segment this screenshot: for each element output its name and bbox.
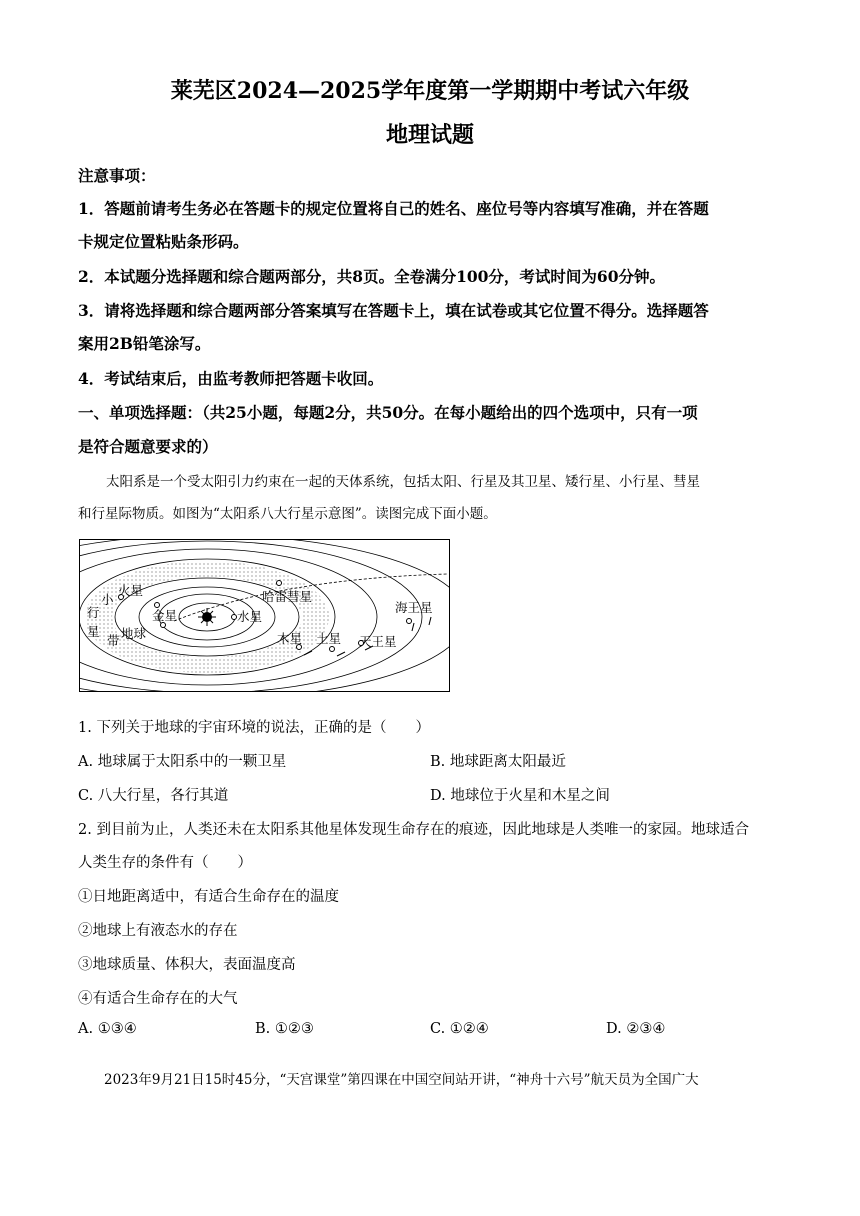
q2-option-b: B. ①②③ <box>255 1021 314 1037</box>
label-asteroid-4: 带 <box>107 633 120 648</box>
exam-title: 莱芜区2024—2025学年度第一学期期中考试六年级 <box>170 78 690 104</box>
label-mars: 火星 <box>118 583 144 598</box>
exam-subtitle: 地理试题 <box>385 122 474 148</box>
notice-item-1b: 卡规定位置粘贴条形码。 <box>78 232 249 251</box>
notice-item-4: 4．考试结束后，由监考教师把答题卡收回。 <box>78 369 384 388</box>
q2-statement-4: ④有适合生命存在的大气 <box>78 991 238 1007</box>
q1-option-b: B. 地球距离太阳最近 <box>430 754 566 770</box>
label-neptune: 海王星 <box>395 600 433 615</box>
label-earth: 地球 <box>121 626 147 641</box>
q1-option-d: D. 地球位于火星和木星之间 <box>430 788 610 804</box>
label-saturn: 土星 <box>316 631 342 646</box>
section-heading-a: 一、单项选择题：（共25小题，每题2分，共50分。在每小题给出的四个选项中，只有一项 <box>78 403 698 422</box>
q2-stem-a: 2. 到目前为止，人类还未在太阳系其他星体发现生命存在的痕迹，因此地球是人类唯一的家园。地球适合 <box>78 822 749 838</box>
q1-option-a: A. 地球属于太阳系中的一颗卫星 <box>78 754 287 770</box>
q2-statement-3: ③地球质量、体积大，表面温度高 <box>78 957 296 973</box>
label-asteroid-2: 行 <box>87 605 100 620</box>
q1-option-c: C. 八大行星，各行其道 <box>78 788 229 804</box>
q2-option-c: C. ①②④ <box>430 1021 489 1037</box>
passage-1a: 太阳系是一个受太阳引力约束在一起的天体系统，包括太阳、行星及其卫星、矮行星、小行星、彗星 <box>106 474 700 490</box>
notice-heading: 注意事项： <box>78 166 156 185</box>
solar-system-figure <box>79 539 450 692</box>
label-venus: 金星 <box>152 608 178 623</box>
label-uranus: 天王星 <box>359 634 397 649</box>
section-heading-b: 是符合题意要求的） <box>78 437 218 456</box>
label-asteroid-1: 小 <box>101 592 114 607</box>
passage-2a: 2023年9月21日15时45分，“天宫课堂”第四课在中国空间站开讲，“神舟十六号”航天员为全国广大 <box>104 1072 699 1088</box>
q1-stem: 1. 下列关于地球的宇宙环境的说法，正确的是（ ） <box>78 720 430 736</box>
notice-item-3a: 3．请将选择题和综合题两部分答案填写在答题卡上，填在试卷或其它位置不得分。选择题答 <box>78 301 709 320</box>
label-jupiter: 木星 <box>277 631 303 646</box>
q2-statement-1: ①日地距离适中，有适合生命存在的温度 <box>78 889 339 905</box>
notice-item-1a: 1．答题前请考生务必在答题卡的规定位置将自己的姓名、座位号等内容填写准确，并在答题 <box>78 199 709 218</box>
q2-statement-2: ②地球上有液态水的存在 <box>78 923 238 939</box>
label-mercury: 水星 <box>237 609 263 624</box>
q2-stem-b: 人类生存的条件有（ ） <box>78 855 252 871</box>
q2-option-a: A. ①③④ <box>78 1021 137 1037</box>
label-asteroid-3: 星 <box>87 624 100 639</box>
passage-1b: 和行星际物质。如图为“太阳系八大行星示意图”。读图完成下面小题。 <box>78 506 497 522</box>
q2-option-d: D. ②③④ <box>606 1021 666 1037</box>
notice-item-2: 2．本试题分选择题和综合题两部分，共8页。全卷满分100分，考试时间为60分钟。 <box>78 267 665 286</box>
label-halley: 哈雷彗星 <box>262 589 313 604</box>
notice-item-3b: 案用2B铅笔涂写。 <box>78 334 211 353</box>
